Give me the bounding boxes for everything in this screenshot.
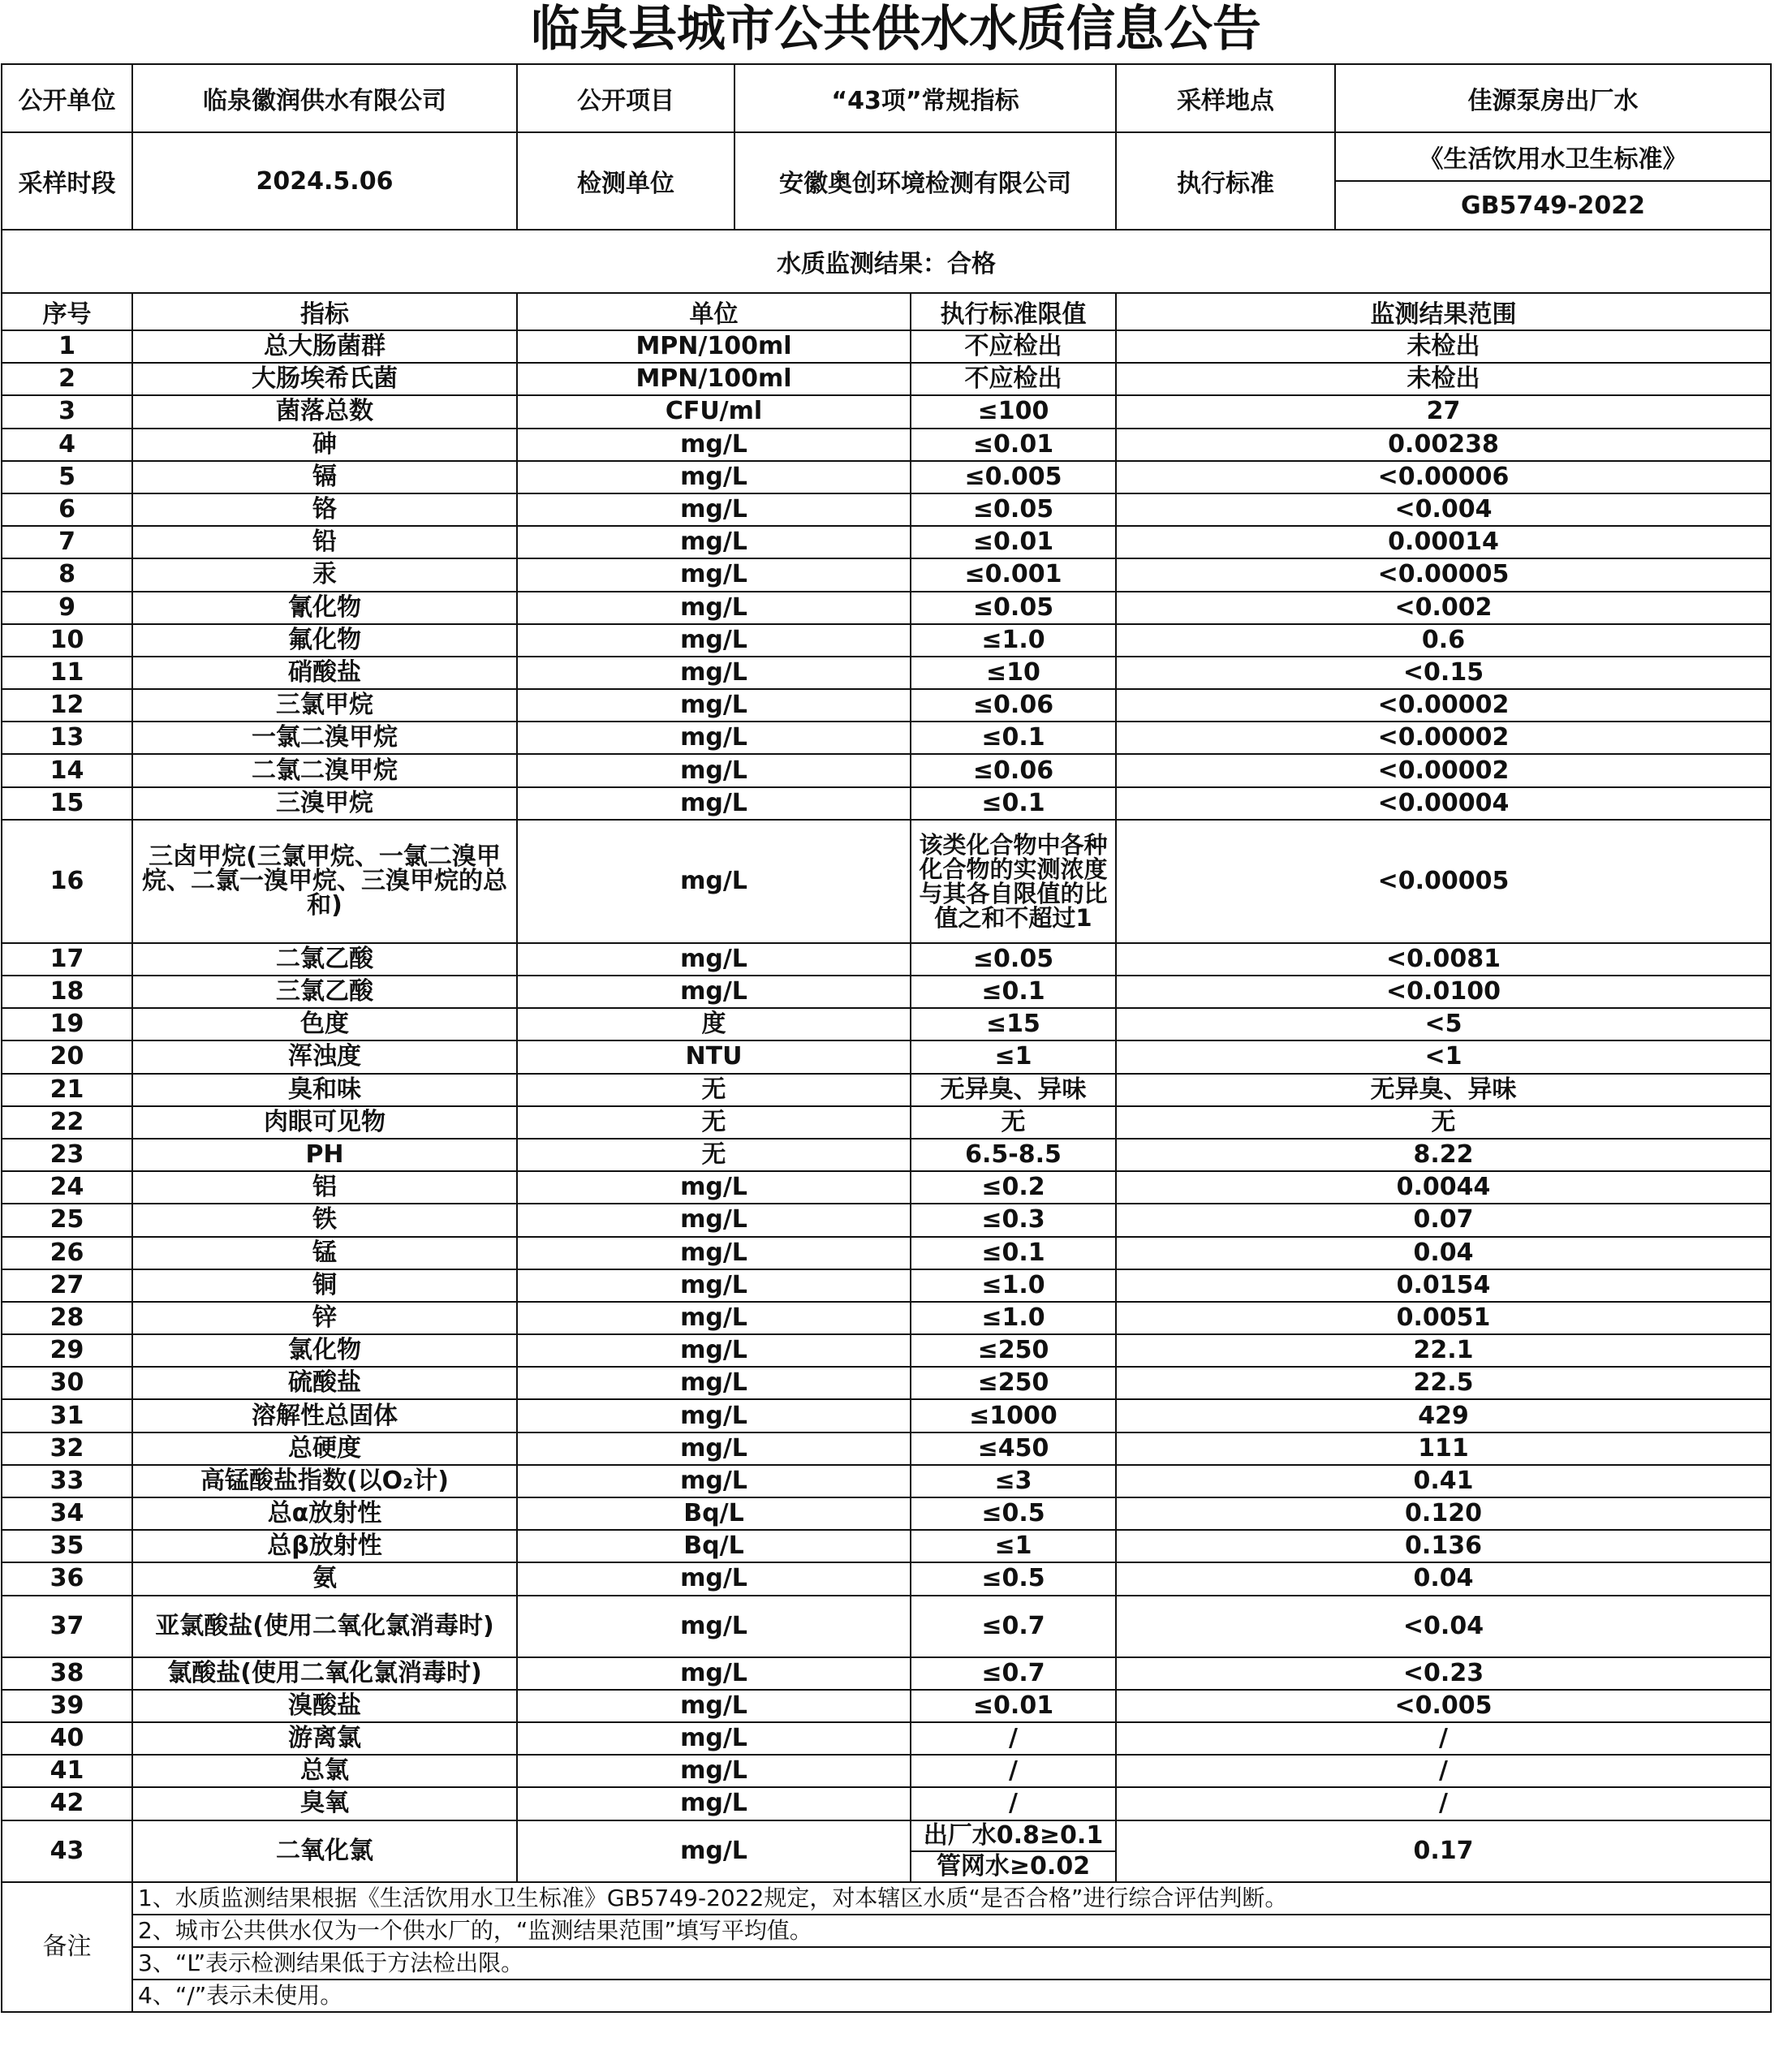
row-indicator: 汞 — [132, 558, 517, 591]
row-range: <0.0100 — [1116, 976, 1771, 1008]
row-no: 16 — [2, 820, 132, 943]
table-row — [2, 1367, 1771, 1399]
row-indicator: 铁 — [132, 1204, 517, 1236]
row-limit: ≤1 — [911, 1530, 1116, 1562]
row-indicator: 铜 — [132, 1269, 517, 1302]
table-row — [2, 1432, 1771, 1465]
row-indicator: 氯化物 — [132, 1334, 517, 1367]
row-unit: mg/L — [517, 657, 911, 689]
row-indicator: 氨 — [132, 1562, 517, 1595]
item-label: 公开项目 — [517, 64, 734, 132]
row-no: 21 — [2, 1074, 132, 1106]
row-limit: ≤0.7 — [911, 1657, 1116, 1690]
row-range: <0.00006 — [1116, 461, 1771, 493]
row-indicator: 菌落总数 — [132, 395, 517, 428]
row-limit: ≤0.1 — [911, 722, 1116, 754]
table-row — [2, 1106, 1771, 1139]
row-limit: 无 — [911, 1106, 1116, 1139]
row-unit: mg/L — [517, 526, 911, 558]
row-range: 0.07 — [1116, 1204, 1771, 1236]
table-row — [2, 493, 1771, 526]
row-range: 0.136 — [1116, 1530, 1771, 1562]
item-value: “43项”常规指标 — [734, 64, 1116, 132]
standard-name: 《生活饮用水卫生标准》 — [1335, 132, 1771, 181]
row-indicator: 硫酸盐 — [132, 1367, 517, 1399]
row-limit: ≤3 — [911, 1465, 1116, 1497]
row-indicator: 游离氯 — [132, 1722, 517, 1755]
row-range: 0.0154 — [1116, 1269, 1771, 1302]
row-limit: ≤0.06 — [911, 689, 1116, 722]
footer-strip — [0, 2039, 1792, 2055]
row-limit: 6.5-8.5 — [911, 1139, 1116, 1171]
row-limit: ≤0.1 — [911, 976, 1116, 1008]
row-unit: mg/L — [517, 1820, 911, 1882]
row-indicator: 氯酸盐(使用二氧化氯消毒时) — [132, 1657, 517, 1690]
row-no: 10 — [2, 624, 132, 657]
row-unit: mg/L — [517, 1722, 911, 1755]
table-row — [2, 1399, 1771, 1432]
row-limit: ≤0.05 — [911, 493, 1116, 526]
row-indicator: 砷 — [132, 429, 517, 461]
table-row — [2, 1497, 1771, 1530]
row-unit: mg/L — [517, 1755, 911, 1787]
row-limit: ≤0.01 — [911, 1690, 1116, 1722]
row-unit: mg/L — [517, 689, 911, 722]
unit-label: 公开单位 — [2, 64, 132, 132]
table-row — [2, 943, 1771, 976]
row-limit: ≤0.01 — [911, 526, 1116, 558]
row-range: <0.00002 — [1116, 754, 1771, 786]
row-no: 24 — [2, 1171, 132, 1204]
row-unit: 无 — [517, 1139, 911, 1171]
row-indicator: 溶解性总固体 — [132, 1399, 517, 1432]
row-indicator: 二氧化氯 — [132, 1820, 517, 1882]
row-unit: CFU/ml — [517, 395, 911, 428]
lab-value: 安徽奥创环境检测有限公司 — [734, 132, 1116, 230]
table-row — [2, 1139, 1771, 1171]
row-unit: mg/L — [517, 976, 911, 1008]
result-summary-row — [2, 230, 1771, 293]
column-header-row — [2, 293, 1771, 330]
row-indicator: 镉 — [132, 461, 517, 493]
row-no: 26 — [2, 1237, 132, 1269]
table-row — [2, 330, 1771, 363]
table-row — [2, 395, 1771, 428]
table-row — [2, 461, 1771, 493]
row-range: <1 — [1116, 1040, 1771, 1073]
row-unit: mg/L — [517, 1562, 911, 1595]
row-indicator: 锰 — [132, 1237, 517, 1269]
row-range: <0.00002 — [1116, 689, 1771, 722]
row-no: 37 — [2, 1596, 132, 1657]
row-unit: mg/L — [517, 1399, 911, 1432]
row-unit: Bq/L — [517, 1497, 911, 1530]
row-range: 111 — [1116, 1432, 1771, 1465]
row-range: <0.23 — [1116, 1657, 1771, 1690]
row-range: <0.0081 — [1116, 943, 1771, 976]
row-unit: mg/L — [517, 558, 911, 591]
table-row — [2, 976, 1771, 1008]
row-unit: MPN/100ml — [517, 330, 911, 363]
row-no: 20 — [2, 1040, 132, 1073]
row-range: 无异臭、异味 — [1116, 1074, 1771, 1106]
row-limit: 无异臭、异味 — [911, 1074, 1116, 1106]
row-range: 未检出 — [1116, 330, 1771, 363]
table-row — [2, 1040, 1771, 1073]
row-range: 0.41 — [1116, 1465, 1771, 1497]
table-row — [2, 1530, 1771, 1562]
row-unit: mg/L — [517, 624, 911, 657]
row-indicator: 总硬度 — [132, 1432, 517, 1465]
row-indicator: 一氯二溴甲烷 — [132, 722, 517, 754]
row-indicator: 氟化物 — [132, 624, 517, 657]
location-label: 采样地点 — [1116, 64, 1335, 132]
row-no: 4 — [2, 429, 132, 461]
row-range: 0.0044 — [1116, 1171, 1771, 1204]
row-no: 17 — [2, 943, 132, 976]
table-row — [2, 1690, 1771, 1722]
row-indicator: 色度 — [132, 1008, 517, 1040]
row-no: 34 — [2, 1497, 132, 1530]
table-row — [2, 1171, 1771, 1204]
row-indicator: 铬 — [132, 493, 517, 526]
note-text: 4、“/”表示未使用。 — [132, 1980, 1771, 2012]
row-indicator: 臭氧 — [132, 1787, 517, 1820]
row-limit: / — [911, 1787, 1116, 1820]
row-range: 0.6 — [1116, 624, 1771, 657]
header-row-1 — [2, 64, 1771, 132]
row-limit: ≤0.06 — [911, 754, 1116, 786]
row-limit: ≤0.5 — [911, 1497, 1116, 1530]
row-indicator: 锌 — [132, 1302, 517, 1334]
row-range: <5 — [1116, 1008, 1771, 1040]
row-limit: ≤1.0 — [911, 1302, 1116, 1334]
row-limit: 该类化合物中各种化合物的实测浓度与其各自限值的比值之和不超过1 — [911, 820, 1116, 943]
table-row — [2, 657, 1771, 689]
row-no: 39 — [2, 1690, 132, 1722]
row-indicator: 铝 — [132, 1171, 517, 1204]
row-indicator: 总α放射性 — [132, 1497, 517, 1530]
row-indicator: 肉眼可见物 — [132, 1106, 517, 1139]
row-unit: mg/L — [517, 787, 911, 820]
row-no: 36 — [2, 1562, 132, 1595]
row-no: 40 — [2, 1722, 132, 1755]
notes-label: 备注 — [2, 1882, 132, 2012]
row-limit: ≤450 — [911, 1432, 1116, 1465]
row-indicator: 总大肠菌群 — [132, 330, 517, 363]
row-unit: mg/L — [517, 1269, 911, 1302]
row-limit: ≤0.05 — [911, 592, 1116, 624]
table-row — [2, 1596, 1771, 1657]
row-indicator: 硝酸盐 — [132, 657, 517, 689]
row-indicator: 总氯 — [132, 1755, 517, 1787]
table-row — [2, 1657, 1771, 1690]
note-row — [2, 1882, 1771, 1915]
table-row — [2, 1562, 1771, 1595]
col-range: 监测结果范围 — [1116, 293, 1771, 330]
note-text: 1、水质监测结果根据《生活饮用水卫生标准》GB5749-2022规定，对本辖区水质“是否合格”进行综合评估判断。 — [132, 1882, 1771, 1915]
row-no: 18 — [2, 976, 132, 1008]
row-unit: mg/L — [517, 1432, 911, 1465]
page-title: 临泉县城市公共供水水质信息公告 — [531, 1, 1261, 58]
row-range: <0.15 — [1116, 657, 1771, 689]
row-no: 13 — [2, 722, 132, 754]
row-unit: MPN/100ml — [517, 363, 911, 395]
table-row — [2, 429, 1771, 461]
row-no: 43 — [2, 1820, 132, 1882]
row-no: 32 — [2, 1432, 132, 1465]
table-row — [2, 363, 1771, 395]
row-no: 30 — [2, 1367, 132, 1399]
row-range: 27 — [1116, 395, 1771, 428]
table-row — [2, 1204, 1771, 1236]
table-row — [2, 1237, 1771, 1269]
row-no: 8 — [2, 558, 132, 591]
row-indicator: 臭和味 — [132, 1074, 517, 1106]
row-range: 0.17 — [1116, 1820, 1771, 1882]
row-no: 15 — [2, 787, 132, 820]
row-range: <0.002 — [1116, 592, 1771, 624]
table-row — [2, 820, 1771, 943]
row-range: <0.00005 — [1116, 558, 1771, 591]
row-range: <0.04 — [1116, 1596, 1771, 1657]
row-range: / — [1116, 1787, 1771, 1820]
row-limit: ≤0.1 — [911, 787, 1116, 820]
row-limit: 不应检出 — [911, 330, 1116, 363]
row-limit: ≤15 — [911, 1008, 1116, 1040]
row-unit: mg/L — [517, 1237, 911, 1269]
lab-label: 检测单位 — [517, 132, 734, 230]
note-row — [2, 1915, 1771, 1947]
row-unit: Bq/L — [517, 1530, 911, 1562]
table-row — [2, 754, 1771, 786]
row-unit: mg/L — [517, 1787, 911, 1820]
unit-value: 临泉徽润供水有限公司 — [132, 64, 517, 132]
row-limit: ≤0.01 — [911, 429, 1116, 461]
table-row — [2, 1722, 1771, 1755]
row-limit: / — [911, 1755, 1116, 1787]
row-range: 无 — [1116, 1106, 1771, 1139]
row-limit: ≤1.0 — [911, 1269, 1116, 1302]
row-no: 6 — [2, 493, 132, 526]
row-no: 28 — [2, 1302, 132, 1334]
row-no: 27 — [2, 1269, 132, 1302]
table-row — [2, 1302, 1771, 1334]
row-no: 22 — [2, 1106, 132, 1139]
col-limit: 执行标准限值 — [911, 293, 1116, 330]
row-range: 0.00014 — [1116, 526, 1771, 558]
row-unit: mg/L — [517, 1465, 911, 1497]
row-indicator: 溴酸盐 — [132, 1690, 517, 1722]
row-limit: 不应检出 — [911, 363, 1116, 395]
row-indicator: 三氯甲烷 — [132, 689, 517, 722]
table-row — [2, 1008, 1771, 1040]
row-unit: mg/L — [517, 1171, 911, 1204]
row-range: <0.00004 — [1116, 787, 1771, 820]
row-no: 33 — [2, 1465, 132, 1497]
row-indicator: 总β放射性 — [132, 1530, 517, 1562]
table-row — [2, 624, 1771, 657]
row-range: 未检出 — [1116, 363, 1771, 395]
row-range: 0.04 — [1116, 1237, 1771, 1269]
row-unit: mg/L — [517, 493, 911, 526]
row-no: 1 — [2, 330, 132, 363]
row-no: 3 — [2, 395, 132, 428]
row-indicator: 氰化物 — [132, 592, 517, 624]
row-no: 35 — [2, 1530, 132, 1562]
table-row — [2, 787, 1771, 820]
row-no: 23 — [2, 1139, 132, 1171]
row-limit-factory: 出厂水0.8≥0.1 — [911, 1820, 1116, 1851]
row-range: <0.00002 — [1116, 722, 1771, 754]
row-indicator: 二氯二溴甲烷 — [132, 754, 517, 786]
row-limit: ≤0.005 — [911, 461, 1116, 493]
row-no: 25 — [2, 1204, 132, 1236]
row-unit: mg/L — [517, 592, 911, 624]
row-unit: mg/L — [517, 1367, 911, 1399]
table-row — [2, 1465, 1771, 1497]
row-unit: NTU — [517, 1040, 911, 1073]
row-limit: ≤0.1 — [911, 1237, 1116, 1269]
row-no: 14 — [2, 754, 132, 786]
row-range: 22.5 — [1116, 1367, 1771, 1399]
period-value: 2024.5.06 — [132, 132, 517, 230]
row-range: 22.1 — [1116, 1334, 1771, 1367]
row-range: / — [1116, 1722, 1771, 1755]
row-indicator: PH — [132, 1139, 517, 1171]
result-summary: 水质监测结果：合格 — [2, 230, 1771, 293]
row-limit: ≤250 — [911, 1334, 1116, 1367]
row-indicator: 铅 — [132, 526, 517, 558]
period-label: 采样时段 — [2, 132, 132, 230]
row-unit: mg/L — [517, 1302, 911, 1334]
row-no: 41 — [2, 1755, 132, 1787]
row-unit: mg/L — [517, 722, 911, 754]
row-range: 429 — [1116, 1399, 1771, 1432]
note-text: 3、“L”表示检测结果低于方法检出限。 — [132, 1947, 1771, 1980]
note-row — [2, 1980, 1771, 2012]
row-unit: mg/L — [517, 943, 911, 976]
row-unit: 度 — [517, 1008, 911, 1040]
table-row — [2, 592, 1771, 624]
table-row — [2, 1755, 1771, 1787]
table-row — [2, 1820, 1771, 1851]
table-row — [2, 722, 1771, 754]
row-range: 0.04 — [1116, 1562, 1771, 1595]
row-indicator: 大肠埃希氏菌 — [132, 363, 517, 395]
table-row — [2, 1787, 1771, 1820]
row-limit: ≤0.5 — [911, 1562, 1116, 1595]
row-no: 19 — [2, 1008, 132, 1040]
row-limit: ≤250 — [911, 1367, 1116, 1399]
table-row — [2, 1074, 1771, 1106]
row-limit: ≤0.001 — [911, 558, 1116, 591]
row-limit: ≤1000 — [911, 1399, 1116, 1432]
water-quality-table — [1, 63, 1772, 2013]
table-row — [2, 558, 1771, 591]
col-no: 序号 — [2, 293, 132, 330]
row-unit: mg/L — [517, 1596, 911, 1657]
row-indicator: 三氯乙酸 — [132, 976, 517, 1008]
row-range: 0.0051 — [1116, 1302, 1771, 1334]
row-limit: ≤0.2 — [911, 1171, 1116, 1204]
note-row — [2, 1947, 1771, 1980]
row-no: 9 — [2, 592, 132, 624]
row-range: <0.00005 — [1116, 820, 1771, 943]
row-unit: mg/L — [517, 1334, 911, 1367]
row-no: 38 — [2, 1657, 132, 1690]
row-indicator: 亚氯酸盐(使用二氧化氯消毒时) — [132, 1596, 517, 1657]
row-no: 5 — [2, 461, 132, 493]
row-limit: ≤0.3 — [911, 1204, 1116, 1236]
row-range: 0.120 — [1116, 1497, 1771, 1530]
row-limit: / — [911, 1722, 1116, 1755]
location-value: 佳源泵房出厂水 — [1335, 64, 1771, 132]
row-indicator: 二氯乙酸 — [132, 943, 517, 976]
row-unit: 无 — [517, 1106, 911, 1139]
row-range: <0.005 — [1116, 1690, 1771, 1722]
row-indicator: 三溴甲烷 — [132, 787, 517, 820]
row-range: <0.004 — [1116, 493, 1771, 526]
row-range: 0.00238 — [1116, 429, 1771, 461]
row-range: 8.22 — [1116, 1139, 1771, 1171]
row-unit: mg/L — [517, 461, 911, 493]
row-limit: ≤0.05 — [911, 943, 1116, 976]
row-indicator: 浑浊度 — [132, 1040, 517, 1073]
standard-label: 执行标准 — [1116, 132, 1335, 230]
row-unit: mg/L — [517, 1204, 911, 1236]
note-text: 2、城市公共供水仅为一个供水厂的，“监测结果范围”填写平均值。 — [132, 1915, 1771, 1947]
row-no: 42 — [2, 1787, 132, 1820]
row-unit: 无 — [517, 1074, 911, 1106]
col-unit: 单位 — [517, 293, 911, 330]
row-limit: ≤100 — [911, 395, 1116, 428]
row-limit: ≤0.7 — [911, 1596, 1116, 1657]
row-limit: ≤1.0 — [911, 624, 1116, 657]
row-limit-network: 管网水≥0.02 — [911, 1851, 1116, 1882]
table-row — [2, 1334, 1771, 1367]
row-no: 11 — [2, 657, 132, 689]
row-unit: mg/L — [517, 754, 911, 786]
row-indicator: 三卤甲烷(三氯甲烷、一氯二溴甲烷、二氯一溴甲烷、三溴甲烷的总和) — [132, 820, 517, 943]
row-unit: mg/L — [517, 820, 911, 943]
row-unit: mg/L — [517, 1690, 911, 1722]
table-row — [2, 689, 1771, 722]
row-limit: ≤1 — [911, 1040, 1116, 1073]
row-no: 2 — [2, 363, 132, 395]
table-row — [2, 1269, 1771, 1302]
col-indicator: 指标 — [132, 293, 517, 330]
row-unit: mg/L — [517, 429, 911, 461]
row-range: / — [1116, 1755, 1771, 1787]
row-no: 12 — [2, 689, 132, 722]
row-no: 7 — [2, 526, 132, 558]
table-row — [2, 526, 1771, 558]
header-row-2a — [2, 132, 1771, 181]
row-limit: ≤10 — [911, 657, 1116, 689]
row-no: 31 — [2, 1399, 132, 1432]
row-no: 29 — [2, 1334, 132, 1367]
row-unit: mg/L — [517, 1657, 911, 1690]
row-indicator: 高锰酸盐指数(以O₂计) — [132, 1465, 517, 1497]
standard-code: GB5749-2022 — [1335, 181, 1771, 230]
